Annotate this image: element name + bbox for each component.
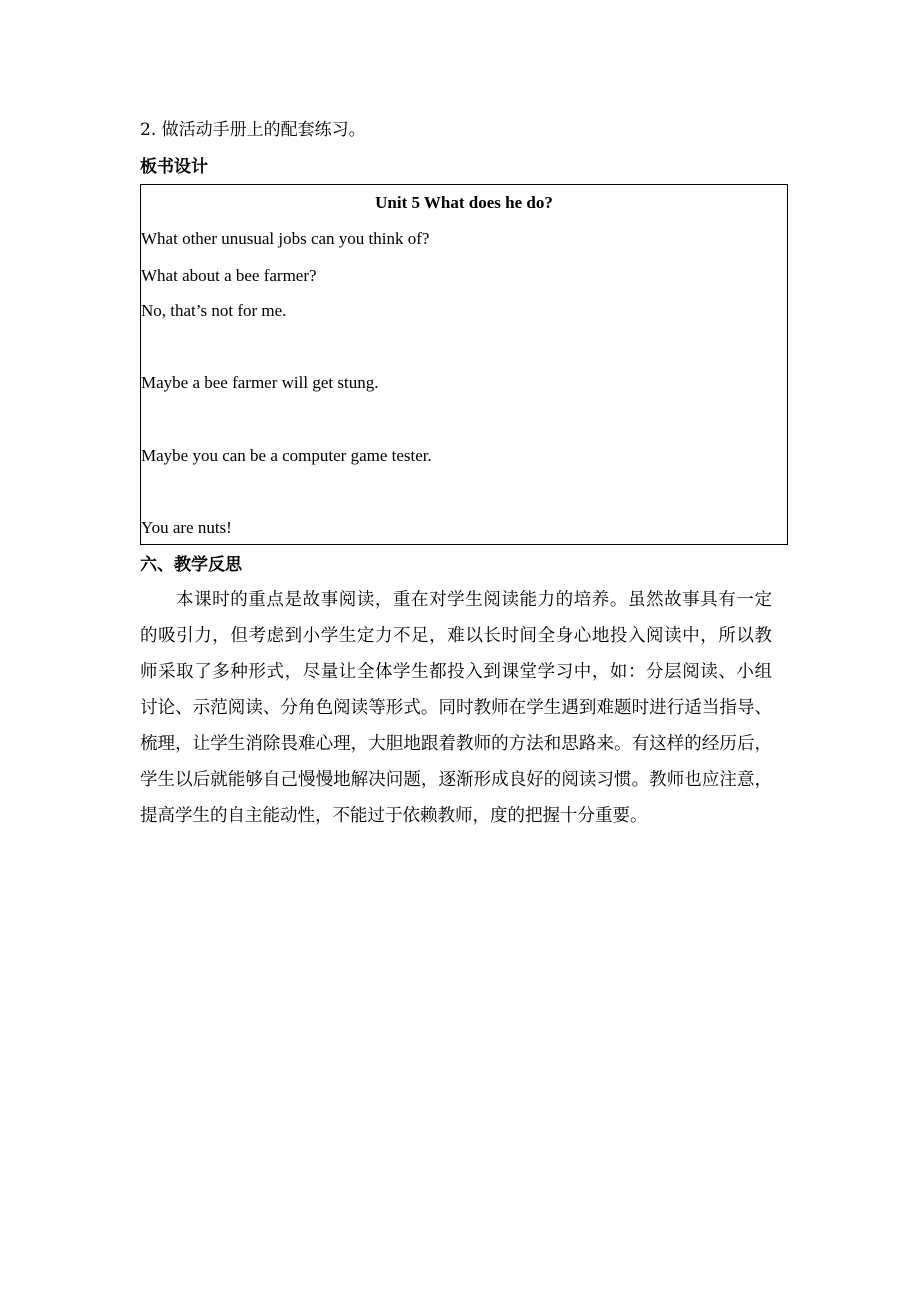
paragraph-line: 本课时的重点是故事阅读，重在对学生阅读能力的培养。虽然故事具有一定 [176, 590, 772, 610]
board-line: Maybe you can be a computer game tester. [141, 446, 432, 465]
board-line: Maybe a bee farmer will get stung. [141, 373, 379, 392]
board-line: You are nuts! [141, 518, 232, 537]
paragraph-line: 梳理，让学生消除畏难心理，大胆地跟着教师的方法和思路来。有这样的经历后， [140, 734, 772, 754]
board-line: What about a bee farmer? [141, 266, 317, 285]
paragraph-line: 的吸引力，但考虑到小学生定力不足，难以长时间全身心地投入阅读中，所以教 [140, 626, 772, 646]
paragraph-line: 学生以后就能够自己慢慢地解决问题，逐渐形成良好的阅读习惯。教师也应注意， [140, 770, 772, 790]
paragraph-line: 讨论、示范阅读、分角色阅读等形式。同时教师在学生遇到难题时进行适当指导、 [140, 698, 772, 718]
reflection-paragraph [140, 582, 772, 834]
board-line: No, that’s not for me. [141, 301, 287, 320]
board-title: Unit 5 What does he do? [375, 193, 553, 212]
board-design-heading: 板书设计 [140, 157, 208, 177]
board-line: What other unusual jobs can you think of? [141, 229, 430, 248]
homework-item: 2. 做活动手册上的配套练习。 [140, 120, 366, 140]
board-design-box [140, 184, 788, 545]
paragraph-line: 提高学生的自主能动性，不能过于依赖教师，度的把握十分重要。 [140, 806, 648, 826]
reflection-heading: 六、教学反思 [140, 555, 242, 575]
paragraph-line: 师采取了多种形式，尽量让全体学生都投入到课堂学习中，如：分层阅读、小组 [140, 662, 772, 682]
